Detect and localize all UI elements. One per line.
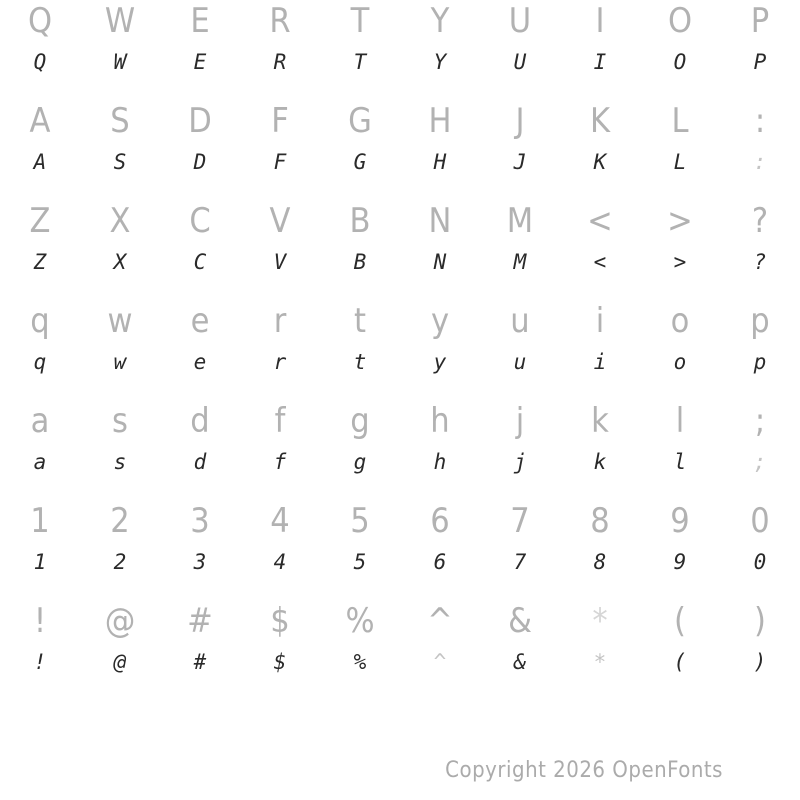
glyph-pair-block-2 <box>0 200 800 300</box>
glyph-cell: K <box>589 101 611 141</box>
glyph-cell: B <box>349 201 371 241</box>
glyph-cell: o <box>673 350 687 374</box>
glyph-cell: I <box>595 1 605 41</box>
glyph-cell: V <box>269 201 291 241</box>
glyph-cell: O <box>667 1 693 41</box>
glyph-cell: & <box>508 601 532 641</box>
glyph-cell: L <box>673 150 687 174</box>
glyph-cell: h <box>433 450 447 474</box>
glyph-cell: q <box>30 301 50 341</box>
glyph-cell: $ <box>270 601 290 641</box>
glyph-cell: V <box>273 250 287 274</box>
glyph-cell: H <box>428 101 452 141</box>
glyph-row-large <box>0 501 800 541</box>
glyph-cell: ) <box>754 601 766 641</box>
glyph-cell: * <box>593 650 607 674</box>
glyph-cell: ( <box>673 650 687 674</box>
glyph-cell: : <box>754 101 766 141</box>
glyph-cell: Z <box>33 250 47 274</box>
glyph-row-large <box>0 401 800 441</box>
glyph-cell: T <box>350 1 370 41</box>
glyph-cell: ) <box>753 650 767 674</box>
glyph-cell: ? <box>753 250 767 274</box>
glyph-cell: j <box>515 401 525 441</box>
glyph-cell: 0 <box>750 501 770 541</box>
glyph-cell: G <box>353 150 367 174</box>
glyph-pair-block-3 <box>0 300 800 400</box>
glyph-cell: R <box>269 1 291 41</box>
glyph-cell: E <box>193 50 207 74</box>
glyph-cell: N <box>433 250 447 274</box>
glyph-cell: < <box>593 250 607 274</box>
glyph-row-small <box>0 152 800 173</box>
glyph-pair-block-0 <box>0 0 800 100</box>
glyph-cell: t <box>353 350 367 374</box>
glyph-cell: d <box>193 450 207 474</box>
glyph-cell: B <box>353 250 367 274</box>
glyph-cell: > <box>673 250 687 274</box>
glyph-cell: e <box>193 350 207 374</box>
glyph-row-large <box>0 201 800 241</box>
glyph-cell: M <box>513 250 527 274</box>
copyright-text: Copyright 2026 OpenFonts <box>445 758 723 783</box>
glyph-cell: S <box>113 150 127 174</box>
glyph-cell: C <box>193 250 207 274</box>
glyph-row-large <box>0 1 800 41</box>
glyph-cell: ; <box>753 450 767 474</box>
glyph-cell: Q <box>27 1 53 41</box>
glyph-cell: H <box>433 150 447 174</box>
glyph-cell: K <box>593 150 607 174</box>
glyph-row-large <box>0 101 800 141</box>
glyph-cell: Q <box>33 50 47 74</box>
glyph-cell: S <box>110 101 130 141</box>
glyph-cell: I <box>593 50 607 74</box>
glyph-cell: h <box>430 401 450 441</box>
glyph-cell: T <box>353 50 367 74</box>
glyph-cell: 6 <box>433 550 447 574</box>
glyph-cell: ( <box>674 601 686 641</box>
glyph-cell: @ <box>113 650 127 674</box>
glyph-cell: o <box>670 301 690 341</box>
glyph-cell: @ <box>104 601 136 641</box>
glyph-cell: C <box>189 201 211 241</box>
glyph-pair-block-4 <box>0 400 800 500</box>
glyph-cell: 5 <box>353 550 367 574</box>
glyph-cell: k <box>591 401 609 441</box>
glyph-cell: 7 <box>513 550 527 574</box>
glyph-cell: r <box>273 301 287 341</box>
glyph-cell: 6 <box>430 501 450 541</box>
glyph-cell: X <box>113 250 127 274</box>
glyph-cell: F <box>273 150 287 174</box>
glyph-cell: p <box>753 350 767 374</box>
glyph-row-small <box>0 652 800 673</box>
glyph-row-small <box>0 552 800 573</box>
glyph-cell: # <box>187 601 213 641</box>
glyph-cell: i <box>595 301 605 341</box>
glyph-pair-block-1 <box>0 100 800 200</box>
glyph-cell: W <box>113 50 127 74</box>
glyph-cell: 8 <box>593 550 607 574</box>
glyph-cell: 1 <box>33 550 47 574</box>
glyph-cell: ! <box>33 650 47 674</box>
glyph-cell: g <box>353 450 367 474</box>
glyph-cell: 4 <box>270 501 290 541</box>
glyph-cell: 5 <box>350 501 370 541</box>
glyph-cell: 7 <box>510 501 530 541</box>
glyph-cell: l <box>673 450 687 474</box>
glyph-cell: U <box>508 1 532 41</box>
glyph-cell: 3 <box>193 550 207 574</box>
glyph-row-small <box>0 252 800 273</box>
glyph-cell: X <box>109 201 131 241</box>
glyph-cell: 1 <box>30 501 50 541</box>
glyph-cell: * <box>592 601 608 641</box>
glyph-cell: 4 <box>273 550 287 574</box>
glyph-cell: $ <box>273 650 287 674</box>
glyph-cell: e <box>190 301 210 341</box>
glyph-cell: s <box>112 401 128 441</box>
glyph-cell: l <box>675 401 685 441</box>
glyph-pair-block-5 <box>0 500 800 600</box>
glyph-cell: O <box>673 50 687 74</box>
glyph-cell: y <box>433 350 447 374</box>
glyph-cell: E <box>190 1 210 41</box>
glyph-cell: Z <box>29 201 51 241</box>
glyph-cell: N <box>428 201 452 241</box>
glyph-cell: ; <box>754 401 766 441</box>
glyph-cell: % <box>353 650 367 674</box>
glyph-row-small <box>0 352 800 373</box>
glyph-cell: j <box>513 450 527 474</box>
glyph-cell: 3 <box>190 501 210 541</box>
glyph-row-small <box>0 52 800 73</box>
glyph-cell: ? <box>751 201 769 241</box>
glyph-cell: M <box>506 201 534 241</box>
glyph-cell: G <box>348 101 372 141</box>
glyph-cell: A <box>29 101 51 141</box>
glyph-cell: A <box>33 150 47 174</box>
glyph-cell: U <box>513 50 527 74</box>
glyph-cell: D <box>188 101 212 141</box>
glyph-cell: & <box>513 650 527 674</box>
glyph-cell: ! <box>33 601 47 641</box>
glyph-cell: u <box>510 301 530 341</box>
glyph-cell: 9 <box>673 550 687 574</box>
glyph-cell: y <box>430 301 450 341</box>
glyph-cell: : <box>753 150 767 174</box>
glyph-cell: L <box>671 101 689 141</box>
glyph-cell: < <box>587 201 613 241</box>
glyph-pair-block-6 <box>0 600 800 700</box>
glyph-cell: q <box>33 350 47 374</box>
glyph-cell: P <box>753 50 767 74</box>
glyph-row-large <box>0 601 800 641</box>
glyph-cell: ^ <box>433 650 447 674</box>
glyph-cell: R <box>273 50 287 74</box>
glyph-cell: g <box>350 401 370 441</box>
glyph-cell: % <box>345 601 375 641</box>
glyph-cell: J <box>513 150 527 174</box>
glyph-cell: a <box>30 401 50 441</box>
glyph-row-small <box>0 452 800 473</box>
glyph-cell: f <box>274 401 286 441</box>
glyph-cell: 2 <box>113 550 127 574</box>
glyph-cell: p <box>750 301 770 341</box>
glyph-cell: r <box>273 350 287 374</box>
glyph-cell: P <box>750 1 770 41</box>
glyph-cell: s <box>113 450 127 474</box>
glyph-cell: a <box>33 450 47 474</box>
glyph-cell: D <box>193 150 207 174</box>
glyph-cell: f <box>273 450 287 474</box>
glyph-cell: u <box>513 350 527 374</box>
glyph-cell: 2 <box>110 501 130 541</box>
glyph-cell: 8 <box>590 501 610 541</box>
glyph-cell: t <box>354 301 366 341</box>
glyph-cell: 9 <box>670 501 690 541</box>
glyph-cell: d <box>190 401 210 441</box>
glyph-cell: J <box>515 101 525 141</box>
glyph-cell: k <box>593 450 607 474</box>
glyph-cell: Y <box>430 1 450 41</box>
glyph-cell: i <box>593 350 607 374</box>
glyph-cell: w <box>107 301 133 341</box>
glyph-cell: ^ <box>427 601 453 641</box>
glyph-cell: F <box>271 101 289 141</box>
glyph-cell: W <box>104 1 136 41</box>
glyph-cell: w <box>113 350 127 374</box>
glyph-row-large <box>0 301 800 341</box>
glyph-cell: > <box>667 201 693 241</box>
glyph-cell: Y <box>433 50 447 74</box>
glyph-cell: # <box>193 650 207 674</box>
glyph-cell: 0 <box>753 550 767 574</box>
